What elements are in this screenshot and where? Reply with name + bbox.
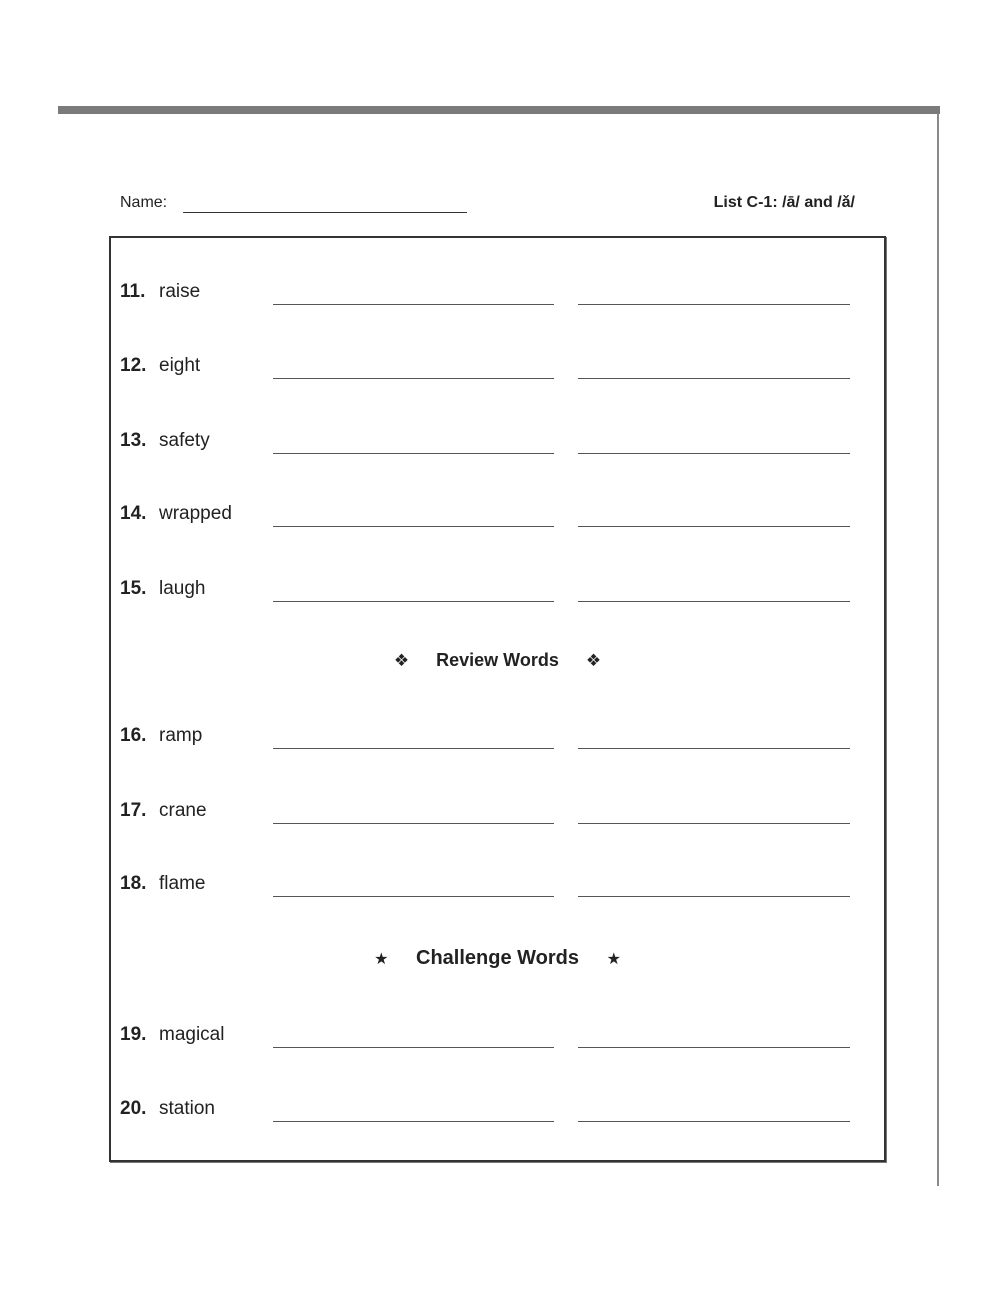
top-rule xyxy=(58,106,940,114)
answer-line-2[interactable] xyxy=(578,748,850,749)
word-row xyxy=(120,281,852,311)
worksheet-header xyxy=(120,194,855,218)
word-row xyxy=(120,355,852,385)
word-number: 18. xyxy=(120,873,147,894)
star-icon: ★ xyxy=(374,951,389,968)
spelling-word: flame xyxy=(159,873,206,894)
word-row xyxy=(120,873,852,903)
challenge-words-heading xyxy=(109,947,886,970)
list-title: List C-1: /ā/ and /ǎ/ xyxy=(713,194,855,211)
diamond-ornament-icon: ❖ xyxy=(393,651,410,670)
word-number: 19. xyxy=(120,1024,147,1045)
review-words-heading xyxy=(109,650,886,671)
answer-line-1[interactable] xyxy=(273,453,554,454)
answer-line-2[interactable] xyxy=(578,601,850,602)
name-field-line[interactable] xyxy=(183,212,467,213)
answer-line-2[interactable] xyxy=(578,378,850,379)
spelling-word: raise xyxy=(159,281,201,302)
answer-line-2[interactable] xyxy=(578,1047,850,1048)
word-number: 14. xyxy=(120,503,147,524)
answer-line-2[interactable] xyxy=(578,304,850,305)
word-number: 11. xyxy=(120,281,146,302)
answer-line-1[interactable] xyxy=(273,896,554,897)
answer-line-2[interactable] xyxy=(578,453,850,454)
word-row xyxy=(120,578,852,608)
side-rule xyxy=(937,114,939,1186)
answer-line-1[interactable] xyxy=(273,823,554,824)
answer-line-1[interactable] xyxy=(273,748,554,749)
challenge-words-label: Challenge Words xyxy=(416,947,579,969)
spelling-word: wrapped xyxy=(159,503,232,524)
word-number: 17. xyxy=(120,800,147,821)
word-row xyxy=(120,800,852,830)
word-row xyxy=(120,1098,852,1128)
review-words-label: Review Words xyxy=(436,650,559,670)
answer-line-2[interactable] xyxy=(578,896,850,897)
word-number: 15. xyxy=(120,578,147,599)
spelling-word: ramp xyxy=(159,725,203,746)
answer-line-2[interactable] xyxy=(578,526,850,527)
diamond-ornament-icon: ❖ xyxy=(585,651,602,670)
word-row xyxy=(120,503,852,533)
word-row xyxy=(120,1024,852,1054)
spelling-word: crane xyxy=(159,800,207,821)
answer-line-1[interactable] xyxy=(273,601,554,602)
answer-line-1[interactable] xyxy=(273,304,554,305)
word-number: 20. xyxy=(120,1098,147,1119)
word-row xyxy=(120,725,852,755)
word-number: 13. xyxy=(120,430,147,451)
answer-line-1[interactable] xyxy=(273,1121,554,1122)
answer-line-1[interactable] xyxy=(273,1047,554,1048)
answer-line-2[interactable] xyxy=(578,823,850,824)
answer-line-1[interactable] xyxy=(273,378,554,379)
answer-line-1[interactable] xyxy=(273,526,554,527)
word-number: 16. xyxy=(120,725,147,746)
spelling-word: laugh xyxy=(159,578,206,599)
name-label: Name: xyxy=(120,194,168,211)
word-number: 12. xyxy=(120,355,147,376)
spelling-word: safety xyxy=(159,430,210,451)
spelling-word: magical xyxy=(159,1024,225,1045)
answer-line-2[interactable] xyxy=(578,1121,850,1122)
star-icon: ★ xyxy=(606,951,621,968)
spelling-word: eight xyxy=(159,355,201,376)
word-row xyxy=(120,430,852,460)
spelling-word: station xyxy=(159,1098,215,1119)
